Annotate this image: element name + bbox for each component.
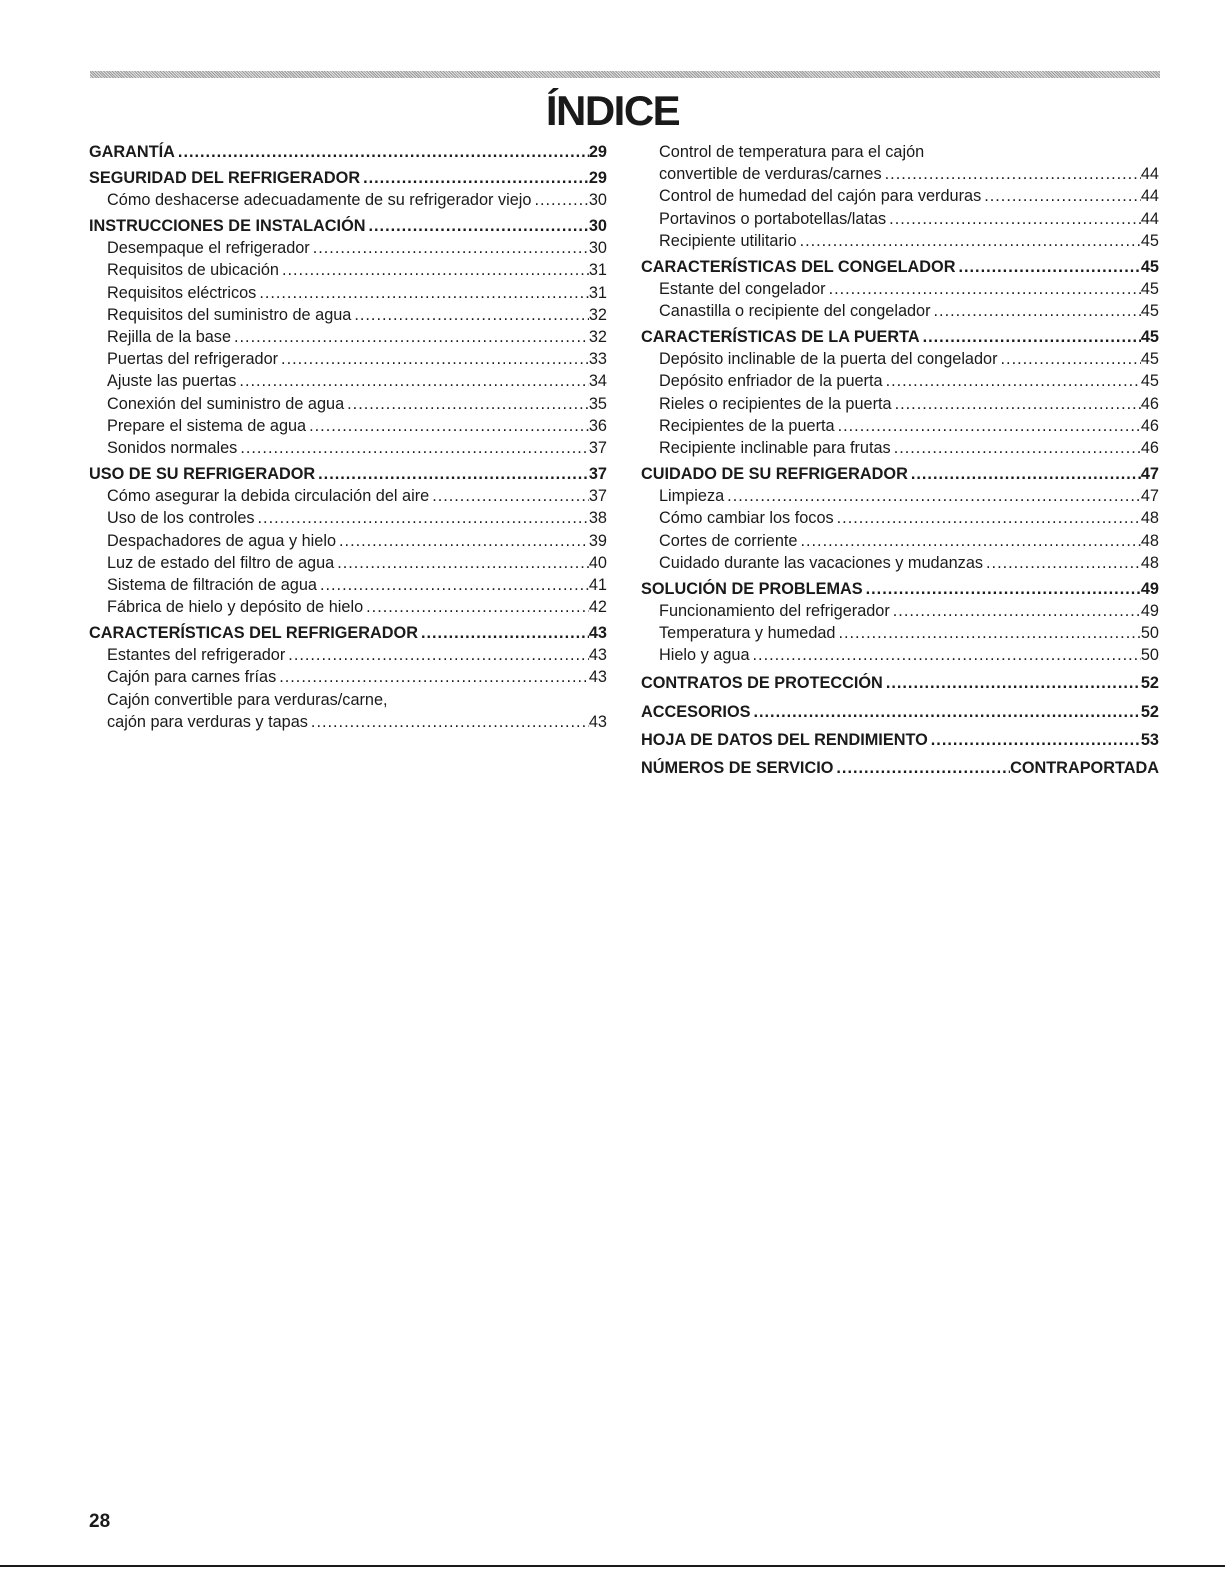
toc-page-number: 29 xyxy=(588,168,607,187)
toc-entry-label: Temperatura y humedad xyxy=(659,624,836,643)
toc-entry-label: CARACTERÍSTICAS DE LA PUERTA xyxy=(641,328,920,346)
dot-leader xyxy=(835,622,1140,644)
toc-subsection-entry xyxy=(89,485,607,507)
toc-page-number: 29 xyxy=(588,143,607,161)
toc-section-entry xyxy=(89,215,607,237)
toc-page-number: 41 xyxy=(588,575,607,594)
toc-entry-label: Canastilla o recipiente del congelador xyxy=(659,302,931,321)
toc-subsection-entry xyxy=(89,530,607,552)
toc-entry-label: Ajuste las puertas xyxy=(107,372,237,391)
toc-entry-label: Cómo asegurar la debida circulación del aire xyxy=(107,487,430,506)
toc-subsection-entry xyxy=(641,370,1159,392)
toc-entry-label: GARANTÍA xyxy=(89,143,175,161)
toc-entry-label: Rieles o recipientes de la puerta xyxy=(659,394,892,413)
toc-entry-label: USO DE SU REFRIGERADOR xyxy=(89,464,316,483)
toc-section-entry xyxy=(641,578,1159,600)
dot-leader xyxy=(892,393,1141,415)
toc-page-number: 30 xyxy=(588,216,607,235)
toc-page-number: 37 xyxy=(588,464,607,483)
toc-page-number: 45 xyxy=(1140,257,1159,276)
dot-leader xyxy=(334,552,589,574)
toc-subsection-entry xyxy=(89,237,607,259)
toc-section-entry xyxy=(89,622,607,644)
toc-entry-label: Estantes del refrigerador xyxy=(107,646,286,665)
toc-page-number: 35 xyxy=(588,394,607,413)
page-number: 28 xyxy=(89,1511,111,1532)
toc-page-number: 43 xyxy=(588,712,607,731)
toc-page-number: 38 xyxy=(588,509,607,528)
toc-entry-label: Luz de estado del filtro de agua xyxy=(107,553,335,572)
dot-leader xyxy=(278,348,589,370)
dot-leader xyxy=(998,348,1141,370)
dot-leader xyxy=(931,300,1141,322)
toc-page-number: 49 xyxy=(1140,601,1159,620)
toc-page-number: 50 xyxy=(1140,624,1159,643)
toc-subsection-entry xyxy=(89,552,607,574)
dot-leader xyxy=(366,215,589,237)
toc-entry-label: Sistema de filtración de agua xyxy=(107,575,317,594)
toc-section-entry xyxy=(89,463,607,485)
dot-leader xyxy=(724,485,1141,507)
toc-subsection-entry xyxy=(641,230,1159,252)
toc-entry-label: Cuidado durante las vacaciones y mudanzas xyxy=(659,553,984,572)
toc-section-entry xyxy=(641,701,1159,723)
toc-subsection-entry xyxy=(89,326,607,348)
toc-entry-label: Desempaque el refrigerador xyxy=(107,239,310,258)
dot-leader xyxy=(175,141,589,163)
toc-entry-label: Uso de los controles xyxy=(107,509,255,528)
toc-section-entry xyxy=(89,141,607,163)
bottom-rule xyxy=(0,1565,1225,1567)
toc-page-number: 32 xyxy=(588,328,607,346)
toc-page-number: 30 xyxy=(588,191,607,210)
page-title: ÍNDICE xyxy=(545,87,680,134)
dot-leader xyxy=(236,370,588,392)
toc-entry-label: Recipiente utilitario xyxy=(659,231,797,250)
dot-leader xyxy=(883,370,1141,392)
toc-subsection-entry xyxy=(641,141,1159,163)
toc-entry-label: Cómo cambiar los focos xyxy=(659,509,834,528)
toc-page-number: 45 xyxy=(1140,350,1159,369)
toc-subsection-entry xyxy=(89,574,607,596)
dot-leader xyxy=(797,230,1141,252)
dot-leader xyxy=(863,578,1141,600)
toc-page-number: 45 xyxy=(1140,302,1159,321)
toc-entry-label: Fábrica de hielo y depósito de hielo xyxy=(107,598,364,617)
toc-subsection-entry xyxy=(89,348,607,370)
toc-entry-label: Requisitos del suministro de agua xyxy=(107,305,352,324)
toc-subsection-entry xyxy=(641,437,1159,459)
toc-subsection-entry xyxy=(89,282,607,304)
toc-entry-label: Estante del congelador xyxy=(659,279,826,298)
toc-page-number: 46 xyxy=(1140,439,1159,458)
dot-leader xyxy=(256,282,589,304)
toc-page-number: 34 xyxy=(588,372,607,391)
toc-page-number: 43 xyxy=(588,624,607,643)
dot-leader xyxy=(344,393,589,415)
toc-subsection-entry xyxy=(89,304,607,326)
dot-leader xyxy=(255,507,589,529)
toc-page-number: 39 xyxy=(588,531,607,550)
dot-leader xyxy=(360,167,589,189)
dot-leader xyxy=(883,672,1141,694)
dot-leader xyxy=(835,415,1141,437)
toc-entry-label: Recipiente inclinable para frutas xyxy=(659,439,891,458)
dot-leader xyxy=(797,530,1140,552)
toc-subsection-entry xyxy=(641,644,1159,666)
dot-leader xyxy=(317,574,589,596)
toc-entry-label: Cajón convertible para verduras/carne, xyxy=(107,690,388,709)
dot-leader xyxy=(834,507,1141,529)
toc-entry-label: Sonidos normales xyxy=(107,439,238,458)
toc-entry-label: cajón para verduras y tapas xyxy=(107,712,308,731)
toc-subsection-entry xyxy=(641,507,1159,529)
toc-subsection-entry xyxy=(89,507,607,529)
toc-page-number: 48 xyxy=(1140,531,1159,550)
toc-right-column xyxy=(641,141,1159,779)
dot-leader xyxy=(363,596,589,618)
toc-subsection-entry xyxy=(641,300,1159,322)
toc-page-number: 52 xyxy=(1140,674,1159,693)
toc-entry-label: CUIDADO DE SU REFRIGERADOR xyxy=(641,464,908,483)
toc-page-number: 33 xyxy=(588,350,607,369)
toc-page-number: 37 xyxy=(588,487,607,506)
top-decorative-rule xyxy=(90,71,1160,78)
toc-entry-label: Requisitos eléctricos xyxy=(107,283,257,302)
toc-entry-label: Recipientes de la puerta xyxy=(659,416,835,435)
toc-entry-label: Cortes de corriente xyxy=(659,531,798,550)
toc-subsection-entry xyxy=(641,348,1159,370)
toc-page-number: 40 xyxy=(588,553,607,572)
toc-page-number: 45 xyxy=(1140,231,1159,250)
toc-subsection-entry xyxy=(89,259,607,281)
toc-entry-label: ACCESORIOS xyxy=(641,702,751,721)
toc-page-number: 46 xyxy=(1140,394,1159,413)
toc-entry-label: CARACTERÍSTICAS DEL REFRIGERADOR xyxy=(89,624,418,643)
toc-page-number: 48 xyxy=(1140,509,1159,528)
toc-subsection-entry xyxy=(89,437,607,459)
toc-subsection-entry xyxy=(89,415,607,437)
toc-subsection-entry xyxy=(641,530,1159,552)
toc-page-number: 44 xyxy=(1140,187,1159,206)
toc-entry-label: Cajón para carnes frías xyxy=(107,668,277,687)
toc-entry-label: Depósito enfriador de la puerta xyxy=(659,372,883,391)
toc-section-entry xyxy=(641,757,1159,779)
toc-subsection-entry xyxy=(641,485,1159,507)
toc-page-number: 45 xyxy=(1140,328,1159,346)
dot-leader xyxy=(928,729,1141,751)
toc-section-entry xyxy=(89,167,607,189)
dot-leader xyxy=(351,304,589,326)
toc-subsection-entry xyxy=(641,600,1159,622)
toc-entry-label: Prepare el sistema de agua xyxy=(107,416,307,435)
toc-subsection-entry xyxy=(641,185,1159,207)
toc-page-number: 42 xyxy=(588,598,607,617)
toc-subsection-entry xyxy=(89,689,607,711)
toc-subsection-entry xyxy=(641,622,1159,644)
toc-page-number: 48 xyxy=(1140,553,1159,572)
dot-leader xyxy=(886,208,1141,230)
dot-leader xyxy=(981,185,1141,207)
dot-leader xyxy=(955,256,1140,278)
dot-leader xyxy=(237,437,589,459)
toc-page-number: 50 xyxy=(1140,646,1159,665)
toc-subsection-entry xyxy=(641,278,1159,300)
toc-section-entry xyxy=(641,672,1159,694)
toc-page-number: 30 xyxy=(588,239,607,258)
toc-entry-label: CARACTERÍSTICAS DEL CONGELADOR xyxy=(641,257,956,276)
dot-leader xyxy=(908,463,1141,485)
toc-entry-label: Hielo y agua xyxy=(659,646,750,665)
toc-entry-label: CONTRATOS DE PROTECCIÓN xyxy=(641,674,883,693)
toc-left-column xyxy=(89,141,607,733)
toc-page-number: 31 xyxy=(588,261,607,280)
toc-page-number: 47 xyxy=(1140,464,1159,483)
toc-page-number: 44 xyxy=(1140,209,1159,228)
toc-subsection-entry xyxy=(89,666,607,688)
toc-entry-label: Portavinos o portabotellas/latas xyxy=(659,209,887,228)
dot-leader xyxy=(882,163,1141,185)
toc-page-number: 44 xyxy=(1140,165,1159,184)
toc-entry-label: Control de humedad del cajón para verduras xyxy=(659,187,982,206)
toc-entry-label: Depósito inclinable de la puerta del congelador xyxy=(659,350,998,369)
toc-subsection-entry xyxy=(641,208,1159,230)
toc-section-entry xyxy=(641,326,1159,348)
toc-subsection-entry xyxy=(89,711,607,733)
toc-subsection-entry xyxy=(89,189,607,211)
dot-leader xyxy=(826,278,1141,300)
toc-entry-label: Despachadores de agua y hielo xyxy=(107,531,337,550)
dot-leader xyxy=(308,711,589,733)
toc-subsection-entry xyxy=(641,163,1159,185)
dot-leader xyxy=(890,600,1141,622)
toc-page-number: 49 xyxy=(1140,579,1159,598)
dot-leader xyxy=(429,485,589,507)
toc-subsection-entry xyxy=(89,596,607,618)
dot-leader xyxy=(231,326,589,348)
toc-entry-label: Cómo deshacerse adecuadamente de su refrigerador viejo xyxy=(107,191,532,210)
toc-subsection-entry xyxy=(641,415,1159,437)
toc-page-number: 46 xyxy=(1140,416,1159,435)
dot-leader xyxy=(920,326,1141,348)
toc-page-number: 32 xyxy=(588,305,607,324)
dot-leader xyxy=(418,622,589,644)
toc-page-number: CONTRAPORTADA xyxy=(1010,759,1159,778)
dot-leader xyxy=(310,237,589,259)
toc-subsection-entry xyxy=(641,552,1159,574)
dot-leader xyxy=(983,552,1141,574)
toc-subsection-entry xyxy=(89,370,607,392)
toc-page-number: 36 xyxy=(588,416,607,435)
dot-leader xyxy=(279,259,589,281)
toc-entry-label: Funcionamiento del refrigerador xyxy=(659,601,890,620)
toc-entry-label: HOJA DE DATOS DEL RENDIMIENTO xyxy=(641,730,928,749)
toc-page-number: 53 xyxy=(1140,730,1159,749)
dot-leader xyxy=(276,666,589,688)
dot-leader xyxy=(833,757,1010,779)
toc-entry-label: Limpieza xyxy=(659,487,725,506)
dot-leader xyxy=(750,701,1140,723)
toc-page-number: 45 xyxy=(1140,372,1159,391)
toc-entry-label: NÚMEROS DE SERVICIO xyxy=(641,759,834,778)
toc-page-number: 31 xyxy=(588,283,607,302)
toc-entry-label: Conexión del suministro de agua xyxy=(107,394,345,413)
dot-leader xyxy=(531,189,588,211)
toc-page-number: 43 xyxy=(588,668,607,687)
toc-section-entry xyxy=(641,463,1159,485)
toc-page-number: 45 xyxy=(1140,279,1159,298)
dot-leader xyxy=(285,644,589,666)
dot-leader xyxy=(315,463,589,485)
toc-entry-label: Control de temperatura para el cajón xyxy=(659,143,925,161)
toc-entry-label: Requisitos de ubicación xyxy=(107,261,279,280)
toc-subsection-entry xyxy=(641,393,1159,415)
toc-section-entry xyxy=(641,729,1159,751)
dot-leader xyxy=(336,530,589,552)
toc-subsection-entry xyxy=(89,393,607,415)
toc-entry-label: SOLUCIÓN DE PROBLEMAS xyxy=(641,579,863,598)
dot-leader xyxy=(306,415,589,437)
dot-leader xyxy=(891,437,1141,459)
toc-entry-label: Puertas del refrigerador xyxy=(107,350,279,369)
toc-page-number: 43 xyxy=(588,646,607,665)
dot-leader xyxy=(750,644,1141,666)
toc-page-number: 37 xyxy=(588,439,607,458)
toc-page-number: 52 xyxy=(1140,702,1159,721)
toc-entry-label: SEGURIDAD DEL REFRIGERADOR xyxy=(89,168,361,187)
toc-section-entry xyxy=(641,256,1159,278)
toc-entry-label: INSTRUCCIONES DE INSTALACIÓN xyxy=(89,216,366,235)
toc-subsection-entry xyxy=(89,644,607,666)
toc-page-number: 47 xyxy=(1140,487,1159,506)
toc-entry-label: Rejilla de la base xyxy=(107,328,231,346)
toc-entry-label: convertible de verduras/carnes xyxy=(659,165,882,184)
